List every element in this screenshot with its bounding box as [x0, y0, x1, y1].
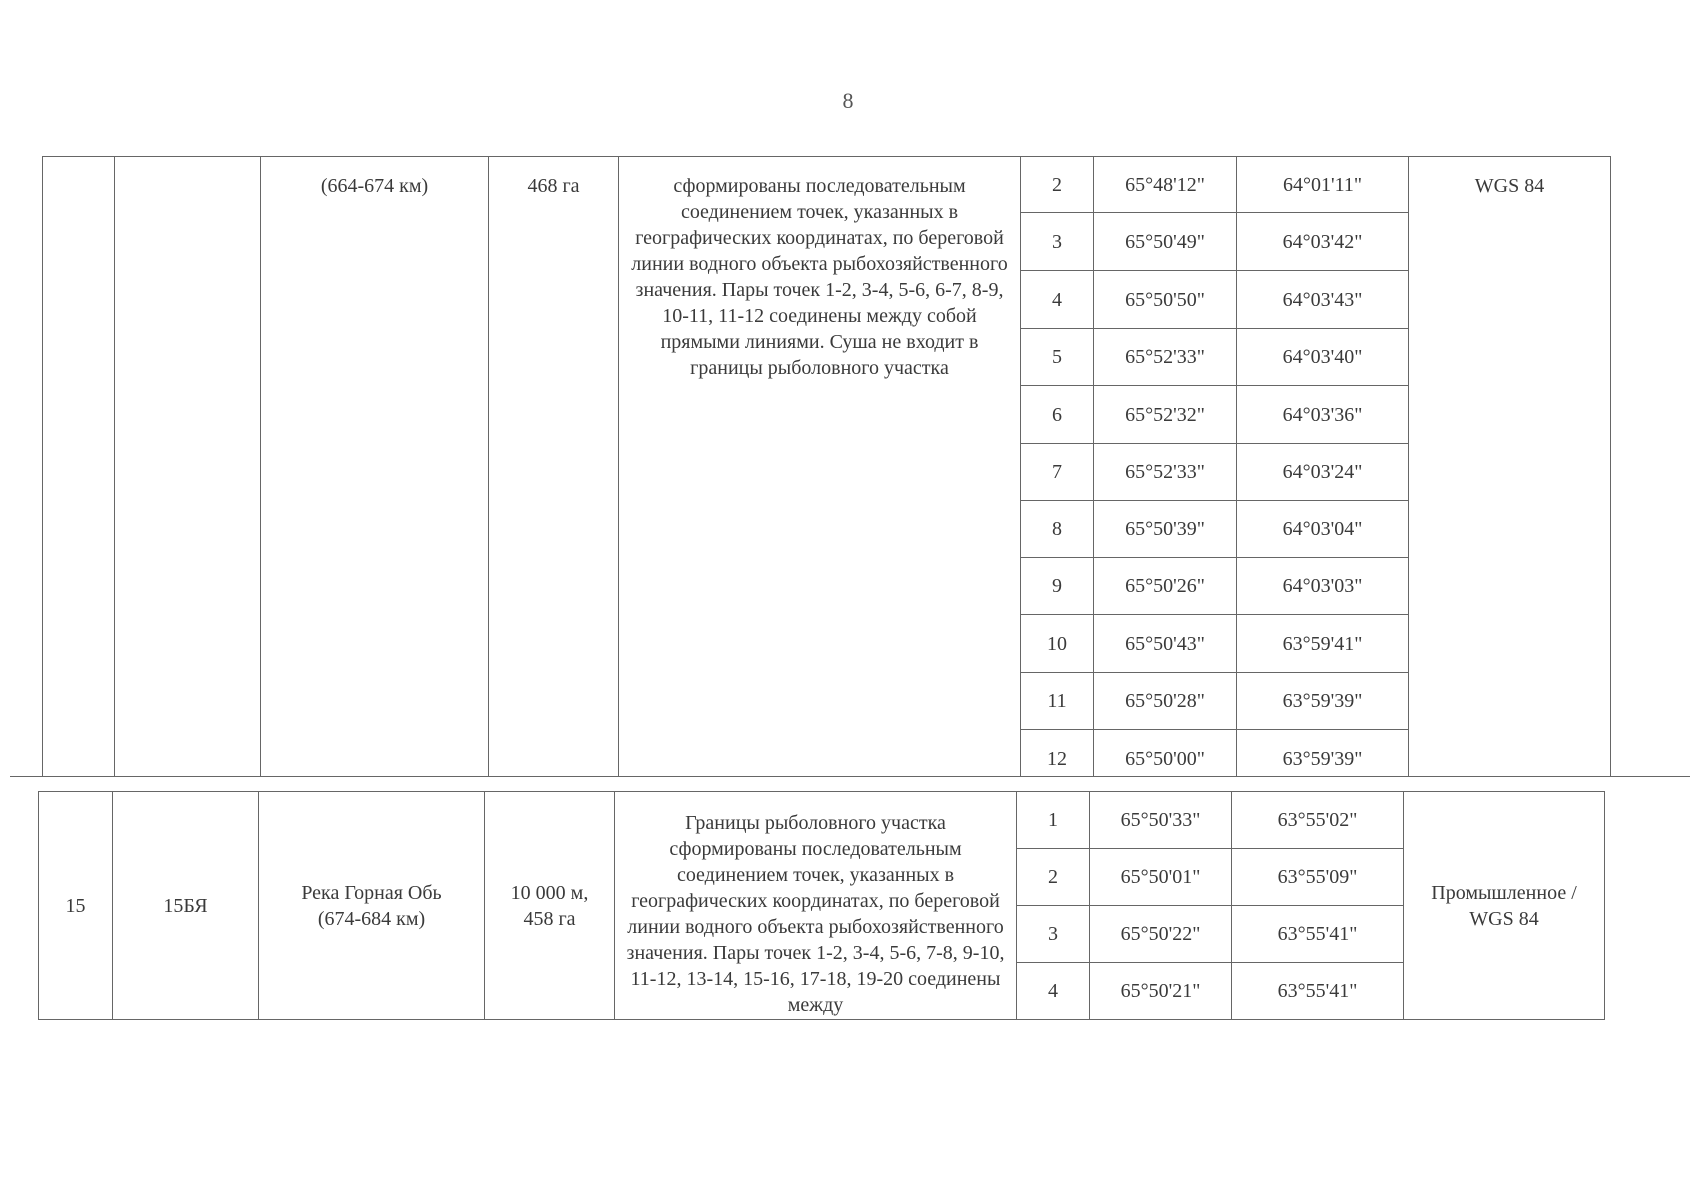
site-15-table — [38, 791, 1605, 1020]
continued-table-body — [43, 157, 1611, 778]
point-latitude: 65°50'28" — [1094, 673, 1237, 730]
point-latitude: 65°52'33" — [1094, 329, 1237, 386]
page-number: 8 — [842, 88, 854, 113]
point-longitude: 63°55'02" — [1232, 792, 1404, 849]
datum-value: WGS 84 — [1474, 175, 1545, 197]
point-latitude: 65°52'33" — [1094, 444, 1237, 501]
area-value: 468 га — [527, 175, 580, 197]
point-number: 10 — [1021, 615, 1094, 673]
point-latitude: 65°50'33" — [1090, 792, 1232, 849]
river-cell — [261, 157, 489, 778]
point-latitude: 65°50'50" — [1094, 271, 1237, 329]
point-latitude: 65°50'26" — [1094, 558, 1237, 615]
continued-table-section — [42, 156, 1611, 777]
boundary-description: Границы рыболовного участка сформированы последовательным соединением точек, указанных в географических координатах, по береговой линии водного объекта рыбохозяйственного значения. Пары точек 1-2, 3-4, 5-6, 7-8, 9-10, 11-12, 13-14, 15-16, 17-18, 19-20 соединены между — [626, 812, 1005, 1016]
point-longitude: 64°03'04" — [1237, 501, 1409, 558]
site-15-table-body — [39, 792, 1605, 1020]
boundary-description: сформированы последовательным соединением точек, указанных в географических координатах, по береговой линии водного объекта рыбохозяйственного значения. Пары точек 1-2, 3-4, 5-6, 6-7, 8-9, 10-11, 11-12 соединены между собой прямыми линиями. Суша не входит в границы рыболовного участка — [631, 175, 1008, 379]
row-number-cell — [39, 792, 113, 1020]
point-number: 4 — [1021, 271, 1094, 329]
point-longitude: 63°59'39" — [1237, 730, 1409, 778]
point-longitude: 63°55'09" — [1232, 849, 1404, 906]
point-number: 3 — [1021, 213, 1094, 271]
point-number: 12 — [1021, 730, 1094, 778]
point-number: 2 — [1021, 157, 1094, 213]
point-latitude: 65°50'01" — [1090, 849, 1232, 906]
row-number: 15 — [65, 894, 86, 917]
point-longitude: 64°03'40" — [1237, 329, 1409, 386]
point-number: 5 — [1021, 329, 1094, 386]
purpose-cell — [1404, 792, 1605, 1020]
point-longitude: 64°03'42" — [1237, 213, 1409, 271]
river-segment: (664-674 км) — [320, 175, 429, 197]
point-latitude: 65°50'39" — [1094, 501, 1237, 558]
point-longitude: 64°03'36" — [1237, 386, 1409, 444]
site-15-table-section — [38, 791, 1605, 1020]
point-longitude: 63°59'39" — [1237, 673, 1409, 730]
point-longitude: 64°03'43" — [1237, 271, 1409, 329]
river-segment: (674-684 км) — [317, 907, 426, 930]
point-number: 6 — [1021, 386, 1094, 444]
point-longitude: 63°59'41" — [1237, 615, 1409, 673]
point-latitude: 65°50'00" — [1094, 730, 1237, 778]
point-longitude: 63°55'41" — [1232, 963, 1404, 1020]
size-cell — [485, 792, 615, 1020]
datum-cell — [1409, 157, 1611, 778]
point-latitude: 65°48'12" — [1094, 157, 1237, 213]
point-longitude: 63°55'41" — [1232, 906, 1404, 963]
point-number: 3 — [1017, 906, 1090, 963]
point-number: 4 — [1017, 963, 1090, 1020]
point-number: 8 — [1021, 501, 1094, 558]
table-row — [39, 792, 1605, 849]
river-cell — [259, 792, 485, 1020]
table-row — [43, 157, 1611, 213]
point-number: 2 — [1017, 849, 1090, 906]
point-number: 9 — [1021, 558, 1094, 615]
point-latitude: 65°50'22" — [1090, 906, 1232, 963]
point-number: 11 — [1021, 673, 1094, 730]
point-longitude: 64°03'03" — [1237, 558, 1409, 615]
point-number: 1 — [1017, 792, 1090, 849]
purpose-value: Промышленное / — [1431, 881, 1577, 904]
continued-table — [42, 156, 1611, 777]
area-value: 458 га — [523, 907, 576, 930]
length-value: 10 000 м, — [510, 881, 589, 904]
area-cell — [489, 157, 619, 778]
point-longitude: 64°01'11" — [1237, 157, 1409, 213]
point-number: 7 — [1021, 444, 1094, 501]
site-code-cell — [115, 157, 261, 778]
point-latitude: 65°50'21" — [1090, 963, 1232, 1020]
bottom-clip — [0, 777, 1696, 1200]
description-cell — [615, 792, 1017, 1020]
point-latitude: 65°52'32" — [1094, 386, 1237, 444]
datum-value: WGS 84 — [1469, 907, 1539, 930]
point-latitude: 65°50'43" — [1094, 615, 1237, 673]
row-number-cell — [43, 157, 115, 778]
site-code-cell — [113, 792, 259, 1020]
description-cell — [619, 157, 1021, 778]
point-latitude: 65°50'49" — [1094, 213, 1237, 271]
point-longitude: 64°03'24" — [1237, 444, 1409, 501]
site-code: 15БЯ — [163, 894, 208, 917]
river-name: Река Горная Обь — [301, 881, 442, 904]
